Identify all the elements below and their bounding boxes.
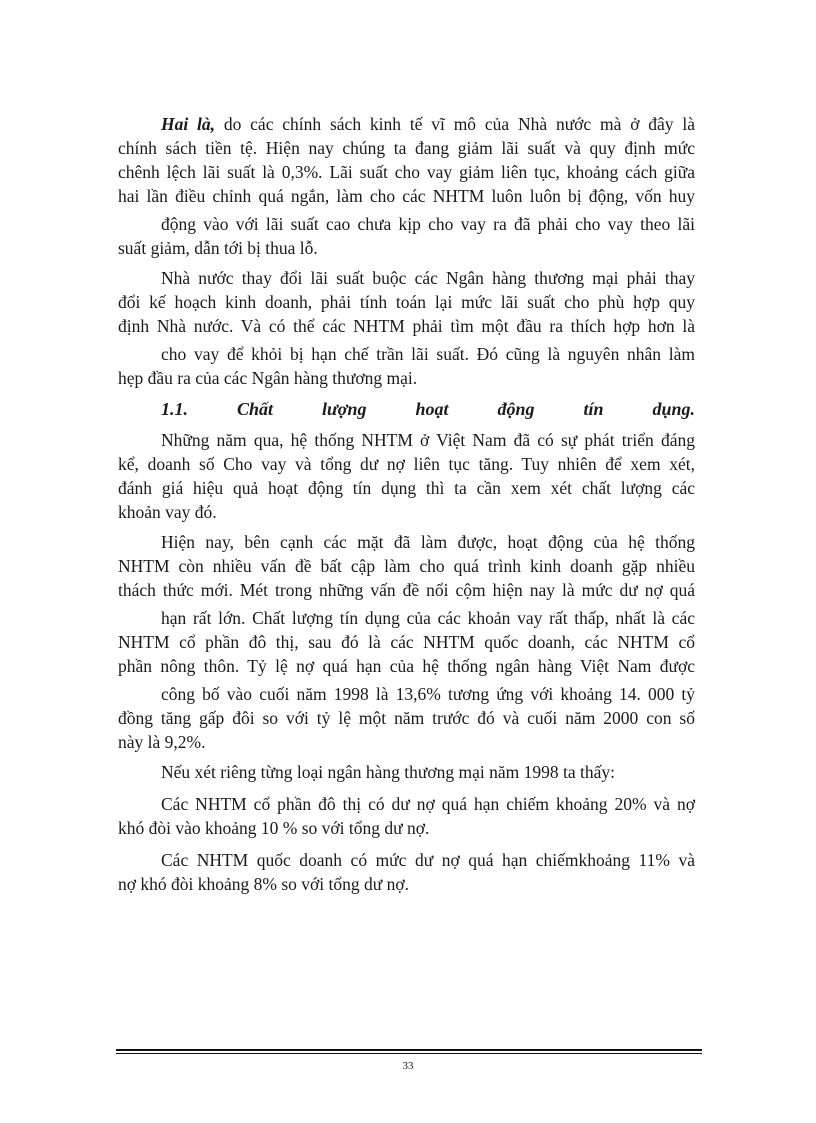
paragraph-line: phần nông thôn. Tỷ lệ nợ quá hạn của hệ thống ngân hàng Việt Nam được (118, 656, 695, 676)
paragraph-line: chênh lệch lãi suất là 0,3%. Lãi suất cho vay giảm liên tục, khoảng cách giữa (118, 162, 695, 182)
paragraph-line: hạn rất lớn. Chất lượng tín dụng của các khoản vay rất thấp, nhất là các (161, 608, 695, 628)
paragraph-line: này là 9,2%. (118, 732, 206, 752)
paragraph-line: NHTM còn nhiều vấn đề bất cập làm cho quá trình kinh doanh gặp nhiều (118, 556, 695, 576)
paragraph-line: hẹp đầu ra của các Ngân hàng thương mại. (118, 368, 418, 388)
paragraph-line: Các NHTM quốc doanh có mức dư nợ quá hạn chiếmkhoảng 11% và (161, 850, 695, 870)
paragraph-line: định Nhà nước. Và có thể các NHTM phải tìm một đầu ra thích hợp hơn là (118, 316, 695, 336)
heading-word: Chất (236, 399, 274, 419)
paragraph-line: khoản vay đó. (118, 502, 217, 522)
footer-rule-thin (116, 1053, 702, 1054)
paragraph-line: công bố vào cuối năm 1998 là 13,6% tương ứng với khoảng 14. 000 tỷ (161, 684, 695, 704)
paragraph-line: đổi kế hoạch kinh doanh, phải tính toán lại mức lãi suất cho phù hợp quy (118, 292, 695, 312)
paragraph-line: nợ khó đòi khoảng 8% so với tổng dư nợ. (118, 874, 409, 894)
paragraph-line: đánh giá hiệu quả hoạt động tín dụng thì ta cần xem xét chất lượng các (118, 478, 695, 498)
heading-number: 1.1. (161, 399, 188, 419)
paragraph-line: Các NHTM cổ phần đô thị có dư nợ quá hạn chiếm khoảng 20% và nợ (161, 794, 695, 814)
paragraph-line: đồng tăng gấp đôi so với tỷ lệ một năm trước đó và cuối năm 2000 con số (118, 708, 695, 728)
paragraph-line: Nếu xét riêng từng loại ngân hàng thương mại năm 1998 ta thấy: (161, 762, 615, 782)
section-heading (161, 398, 695, 420)
paragraph-line: Nhà nước thay đổi lãi suất buộc các Ngân hàng thương mại phải thay (161, 268, 695, 288)
paragraph-line: thách thức mới. Mét trong những vấn đề nổi cộm hiện nay là mức dư nợ quá (118, 580, 695, 600)
heading-word: dụng. (652, 399, 695, 419)
paragraph-line: cho vay để khỏi bị hạn chế trần lãi suất. Đó cũng là nguyên nhân làm (161, 344, 695, 364)
paragraph-line: động vào với lãi suất cao chưa kịp cho vay ra đã phải cho vay theo lãi (161, 214, 695, 234)
paragraph-line: kể, doanh số Cho vay và tổng dư nợ liên tục tăng. Tuy nhiên để xem xét, (118, 454, 695, 474)
paragraph-line: khó đòi vào khoảng 10 % so với tổng dư nợ. (118, 818, 430, 838)
paragraph-line: hai lần điều chỉnh quá ngắn, làm cho các NHTM luôn luôn bị động, vốn huy (118, 186, 695, 206)
heading-word: hoạt (415, 399, 449, 419)
footer-rule (116, 1049, 702, 1051)
paragraph-line: Hiện nay, bên cạnh các mặt đã làm được, hoạt động của hệ thống (161, 532, 695, 552)
paragraph-line: NHTM cổ phần đô thị, sau đó là các NHTM quốc doanh, các NHTM cổ (118, 632, 695, 652)
heading-word: lượng (322, 399, 367, 419)
heading-word: động (497, 399, 535, 419)
heading-word: tín (583, 399, 604, 419)
paragraph-line: Hai là, do các chính sách kinh tế vĩ mô của Nhà nước mà ở đây là (161, 114, 695, 134)
paragraph-line: chính sách tiền tệ. Hiện nay chúng ta đang giảm lãi suất và quy định mức (118, 138, 695, 158)
paragraph-line: Những năm qua, hệ thống NHTM ở Việt Nam đã có sự phát triển đáng (161, 430, 695, 450)
lead-phrase: Hai là, (161, 114, 216, 134)
paragraph-line: suất giảm, dẫn tới bị thua lỗ. (118, 238, 318, 258)
page-number: 33 (402, 1060, 414, 1072)
